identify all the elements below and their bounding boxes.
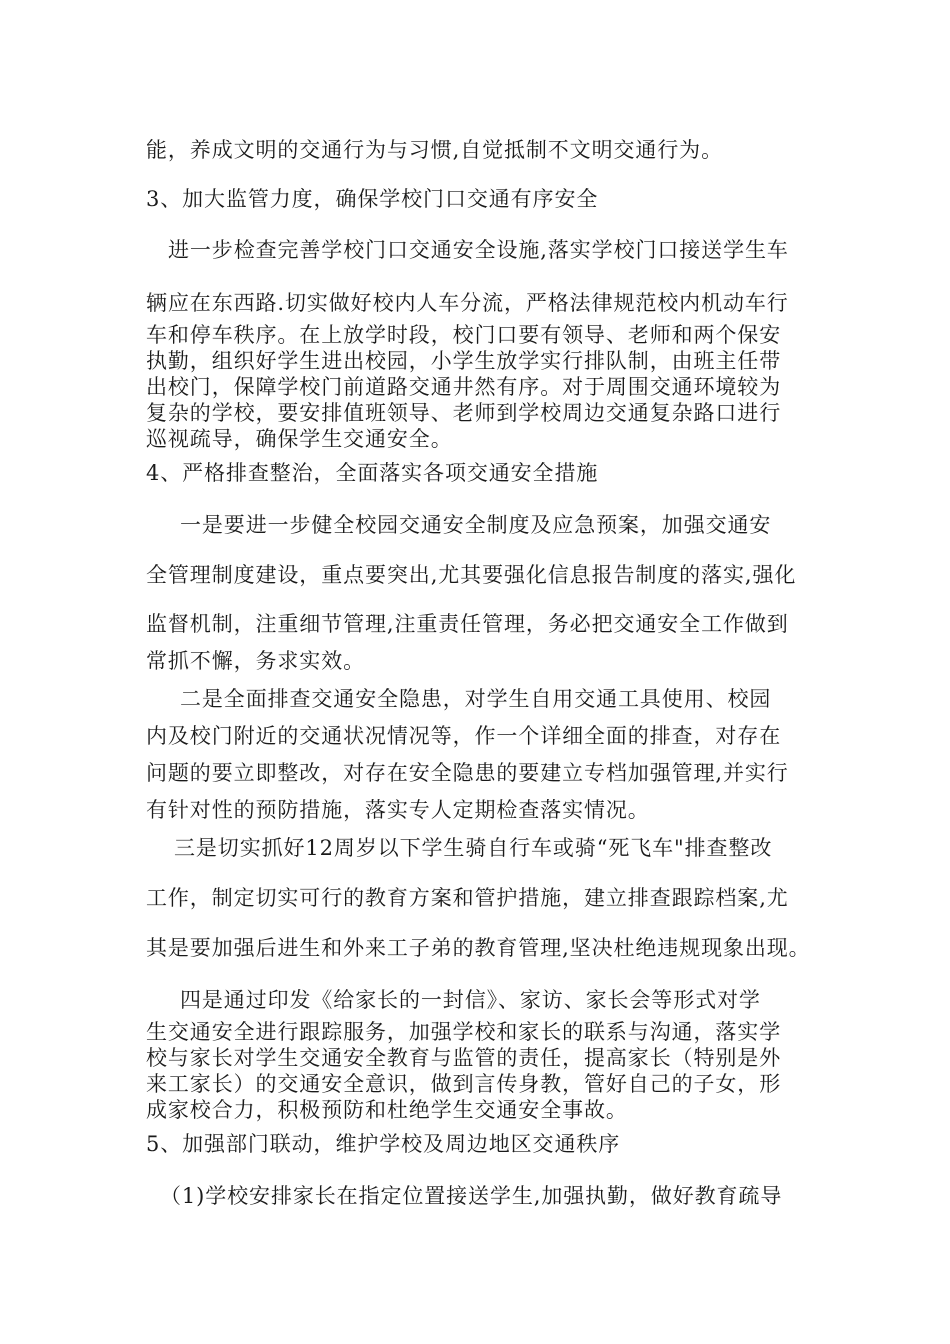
paragraph-line: 常抓不懈，务求实效。 [146,649,365,673]
section-heading-3: 3、加大监管力度，确保学校门口交通有序安全 [146,187,599,211]
paragraph-line: 二是全面排查交通安全隐患，对学生自用交通工具使用、校园 [180,687,772,711]
paragraph-line: 问题的要立即整改，对存在安全隐患的要建立专档加强管理,并实行 [146,761,789,785]
paragraph-line: 辆应在东西路.切实做好校内人车分流，严格法律规范校内机动车行 [146,291,789,315]
paragraph-line: 有针对性的预防措施，落实专人定期检查落实情况。 [146,798,650,822]
section-heading-4: 4、严格排查整治，全面落实各项交通安全措施 [146,461,599,485]
paragraph-line: 其是要加强后进生和外来工子弟的教育管理,坚决杜绝违规现象出现。 [146,936,811,960]
paragraph-line: 能，养成文明的交通行为与习惯,自觉抵制不文明交通行为。 [146,138,723,162]
paragraph-line: 成家校合力，积极预防和杜绝学生交通安全事故。 [146,1098,628,1122]
paragraph-line: 来工家长）的交通安全意识，做到言传身教，管好自己的子女，形 [146,1072,782,1096]
section-heading-5: 5、加强部门联动，维护学校及周边地区交通秩序 [146,1132,621,1156]
paragraph-line: 巡视疏导，确保学生交通安全。 [146,427,453,451]
paragraph-line: 复杂的学校，要安排值班领导、老师到学校周边交通复杂路口进行 [146,401,782,425]
paragraph-line: 执勤，组织好学生进出校园，小学生放学实行排队制，由班主任带 [146,349,782,373]
paragraph-line: 工作，制定切实可行的教育方案和管护措施，建立排查跟踪档案,尤 [146,886,789,910]
paragraph-line: （1)学校安排家长在指定位置接送学生,加强执勤，做好教育疏导 [160,1184,783,1208]
paragraph-line: 一是要进一步健全校园交通安全制度及应急预案，加强交通安 [180,513,772,537]
paragraph-line: 全管理制度建设，重点要突出,尤其要强化信息报告制度的落实,强化 [146,563,797,587]
paragraph-line: 进一步检查完善学校门口交通安全设施,落实学校门口接送学生车 [168,238,789,262]
paragraph-line: 出校门，保障学校门前道路交通井然有序。对于周围交通环境较为 [146,375,782,399]
paragraph-line: 三是切实抓好12周岁以下学生骑自行车或骑“死飞车"排查整改 [174,836,773,860]
paragraph-line: 生交通安全进行跟踪服务，加强学校和家长的联系与沟通，落实学 [146,1020,782,1044]
paragraph-line: 校与家长对学生交通安全教育与监管的责任，提高家长（特别是外 [146,1046,782,1070]
paragraph-line: 车和停车秩序。在上放学时段，校门口要有领导、老师和两个保安 [146,323,782,347]
paragraph-line: 内及校门附近的交通状况情况等，作一个详细全面的排查，对存在 [146,724,782,748]
paragraph-line: 监督机制，注重细节管理,注重责任管理，务必把交通安全工作做到 [146,612,789,636]
paragraph-line: 四是通过印发《给家长的一封信》、家访、家长会等形式对学 [180,988,761,1012]
